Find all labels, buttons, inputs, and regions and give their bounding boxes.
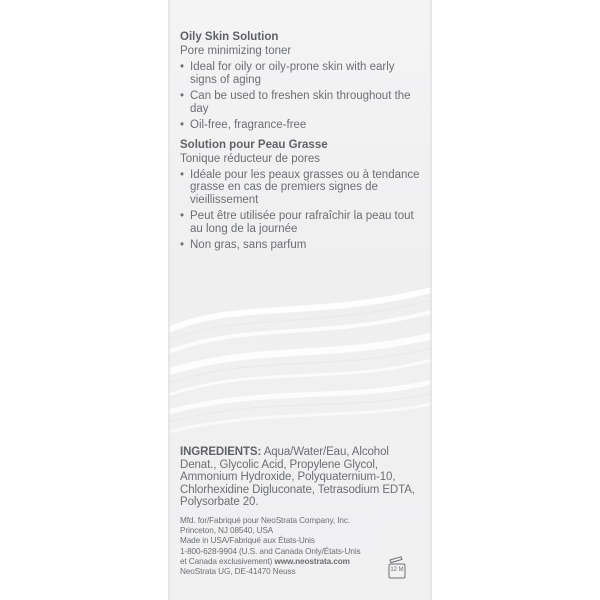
list-item — [180, 61, 420, 86]
ingredients-text: Aqua/Water/Eau, Alcohol Denat., Glycolic Acid, Propylene Glycol, Ammonium Hydroxide, Polyquaternium-10, Chlorhexidine Digluconate, Tetrasodium EDTA, Polysorbate 20. — [180, 446, 415, 509]
bullet-icon: • — [180, 168, 185, 181]
bullet-icon: • — [180, 90, 185, 102]
list-item-text: Non gras, sans parfum — [190, 239, 307, 251]
panel-edge-right — [429, 0, 432, 600]
bullet-icon: • — [180, 239, 185, 251]
list-item-text: Idéale pour les peaux grasses ou à tendance grasse en cas de premiers signes de vieillissement — [190, 168, 420, 206]
phone-line: 1-800-628-9904 (U.S. and Canada Only/États-Unis — [180, 546, 361, 556]
panel-edge-left — [168, 0, 171, 600]
ingredients-label: INGREDIENTS: — [180, 446, 262, 458]
list-item — [180, 90, 420, 115]
list-item — [180, 169, 420, 207]
manufacturer-line: Mfd. for/Fabriqué pour NeoStrata Company, Inc. — [180, 516, 350, 525]
bullet-icon: • — [180, 61, 185, 73]
english-benefits-list — [180, 61, 420, 132]
list-item — [180, 210, 420, 235]
website-link: www.neostrata.com — [274, 556, 350, 566]
bullet-icon: • — [180, 119, 185, 131]
list-item-text: Can be used to freshen skin throughout the day — [190, 90, 411, 115]
french-title: Solution pour Peau Grasse — [180, 138, 328, 151]
french-subtitle: Tonique réducteur de pores — [180, 152, 321, 165]
section-french — [180, 138, 420, 252]
list-item-text: Peut être utilisée pour rafraîchir la peau tout au long de la journée — [190, 210, 414, 235]
manufacturer-info — [180, 516, 400, 577]
list-item-text: Ideal for oily or oily-prone skin with early signs of aging — [190, 61, 395, 86]
english-title: Oily Skin Solution — [180, 31, 279, 43]
product-description — [180, 30, 420, 256]
made-in-line: Made in USA/Fabriqué aux États-Unis — [180, 536, 315, 546]
manufacturer-address: Princeton, NJ 08540, USA — [180, 526, 274, 536]
eu-address-line: NeoStrata UG, DE-41470 Neuss — [180, 567, 296, 577]
pao-label: 12 M — [390, 567, 404, 573]
list-item — [180, 119, 420, 132]
list-item — [180, 239, 420, 252]
list-item-text: Oil-free, fragrance-free — [190, 119, 307, 131]
period-after-opening-symbol — [386, 556, 408, 580]
english-subtitle: Pore minimizing toner — [180, 45, 292, 57]
bullet-icon: • — [180, 210, 185, 222]
french-benefits-list — [180, 169, 420, 252]
website-prefix: et Canada exclusivement) — [180, 556, 275, 566]
ingredients-block — [180, 446, 420, 509]
website-line — [180, 557, 400, 567]
section-english — [180, 30, 420, 132]
